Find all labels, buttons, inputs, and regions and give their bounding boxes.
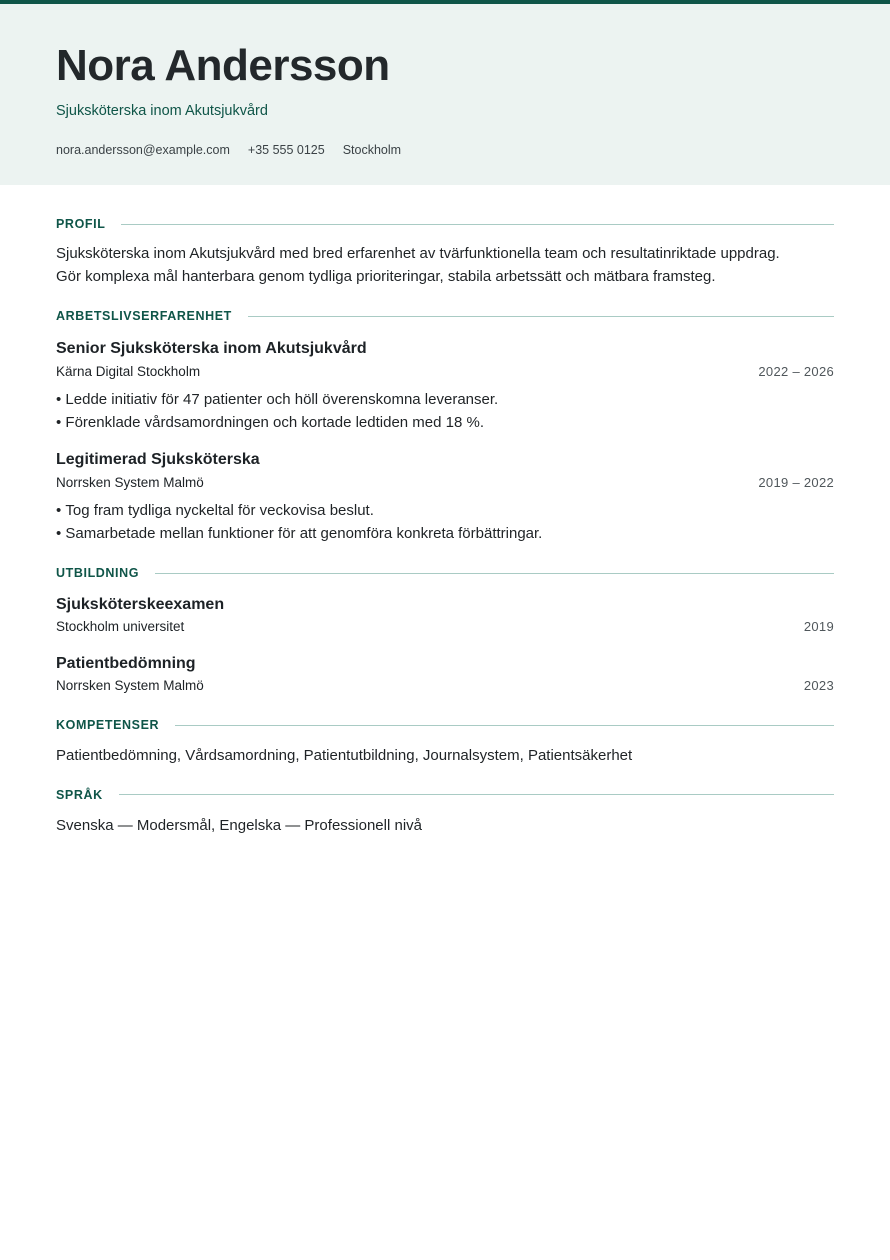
section-label-education: UTBILDNING [56,566,140,580]
section-divider [248,316,834,317]
degree-title: Sjuksköterskeexamen [56,596,225,613]
achievement-item: • Ledde initiativ för 47 patienter och höll överenskomna leveranser. [56,389,834,412]
job-title: Legitimerad Sjuksköterska [56,451,260,468]
education-entry [56,654,834,695]
skills-list: Patientbedömning, Vårdsamordning, Patientutbildning, Journalsystem, Patientsäkerhet [56,747,633,764]
education-year: 2023 [803,678,834,693]
candidate-title: Sjuksköterska inom Akutsjukvård [56,103,268,119]
section-divider [119,794,834,795]
degree-title: Patientbedömning [56,655,196,672]
section-heading [56,307,834,325]
profile-section [56,215,834,288]
job-achievements [56,389,834,434]
section-heading [56,564,834,582]
section-label-experience: ARBETSLIVSERFARENHET [56,309,232,323]
job-meta [56,474,834,492]
contact-phone[interactable]: +35 555 0125 [247,143,325,157]
section-label-skills: KOMPETENSER [56,718,160,732]
achievement-item: • Tog fram tydliga nyckeltal för veckovisa beslut. [56,500,834,523]
education-institution: Norrsken System Malmö [56,678,204,693]
section-divider [155,573,834,574]
education-institution: Stockholm universitet [56,619,185,634]
profile-line: Gör komplexa mål hanterbara genom tydliga prioriteringar, stabila arbetssätt och mätbara framsteg. [56,267,716,285]
job-entry [56,450,834,545]
contact-city: Stockholm [342,143,402,157]
job-dates: 2019 – 2022 [758,475,834,490]
section-divider [175,725,834,726]
job-meta [56,363,834,381]
section-label-languages: SPRÅK [56,787,103,802]
contact-info [56,142,834,158]
job-dates: 2022 – 2026 [758,364,834,379]
job-employer: Norrsken System Malmö [56,475,204,490]
education-section [56,564,834,695]
education-year: 2019 [803,619,834,634]
section-heading [56,716,834,734]
section-divider [121,224,834,225]
languages-section [56,786,834,838]
education-meta [56,677,834,695]
job-title: Senior Sjuksköterska inom Akutsjukvård [56,340,367,357]
section-label-profile: PROFIL [56,217,106,231]
candidate-name: Nora Andersson [56,41,390,90]
achievement-item: • Förenklade vårdsamordningen och kortade ledtiden med 18 %. [56,412,834,435]
section-heading [56,215,834,233]
resume-header [0,4,890,185]
job-entry [56,339,834,434]
achievement-item: • Samarbetade mellan funktioner för att genomföra konkreta förbättringar. [56,523,834,546]
profile-text [56,243,834,288]
section-heading [56,786,834,804]
job-employer: Kärna Digital Stockholm [56,364,201,379]
education-meta [56,618,834,636]
experience-section [56,307,834,545]
resume-body [0,215,890,837]
education-entry [56,595,834,636]
languages-list: Svenska — Modersmål, Engelska — Professionell nivå [56,816,422,834]
contact-email[interactable]: nora.andersson@example.com [56,143,230,157]
profile-line: Sjuksköterska inom Akutsjukvård med bred erfarenhet av tvärfunktionella team och resultatinriktade uppdrag. [56,245,780,262]
skills-section [56,716,834,768]
job-achievements [56,500,834,545]
